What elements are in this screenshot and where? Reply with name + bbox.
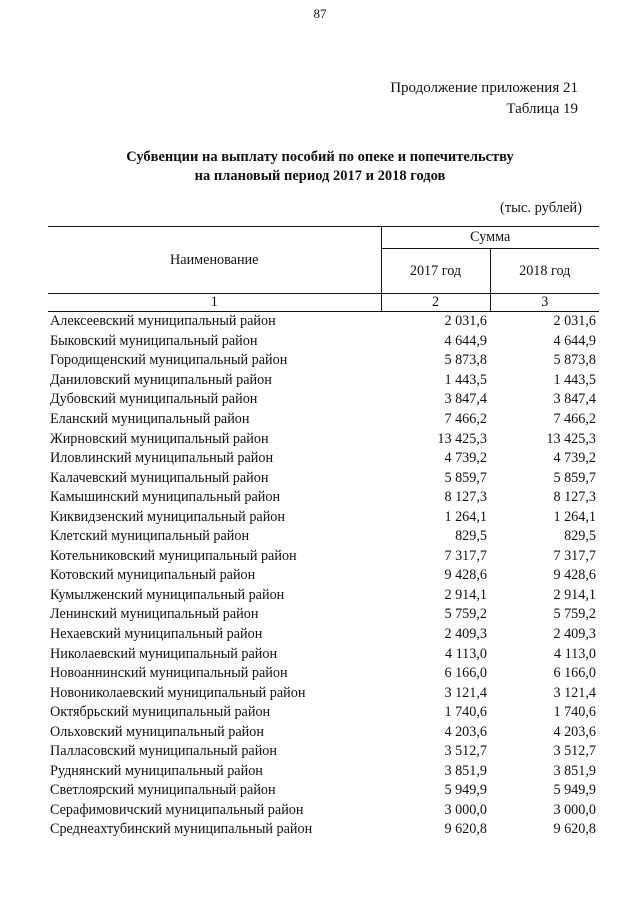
value-2017: 3 847,4: [444, 391, 487, 408]
district-name: Новоаннинский муниципальный район: [50, 665, 288, 682]
value-2018: 9 428,6: [553, 567, 596, 584]
value-2017: 4 113,0: [444, 645, 487, 662]
appendix-header: [390, 78, 578, 120]
table-row: [48, 742, 599, 762]
table-row: [48, 703, 599, 723]
value-2017: 9 620,8: [444, 821, 487, 838]
column-number-3: 3: [490, 294, 599, 312]
value-2017: 13 425,3: [437, 430, 487, 447]
value-2018: 5 873,8: [553, 352, 596, 369]
appendix-label: Продолжение приложения 21: [390, 80, 578, 96]
table-row: [48, 566, 599, 586]
value-2018: 1 740,6: [553, 704, 596, 721]
value-2017: 6 166,0: [444, 665, 487, 682]
district-name: Новониколаевский муниципальный район: [50, 684, 306, 701]
value-2018: 9 620,8: [553, 821, 596, 838]
value-2018: 3 000,0: [553, 801, 596, 818]
value-2017: 3 851,9: [444, 762, 487, 779]
district-name: Даниловский муниципальный район: [50, 371, 272, 388]
district-name: Иловлинский муниципальный район: [50, 450, 274, 467]
value-2018: 1 443,5: [553, 371, 596, 388]
table-row: [48, 410, 599, 430]
table-row: [48, 683, 599, 703]
table-row: [48, 429, 599, 449]
district-name: Среднеахтубинский муниципальный район: [50, 821, 313, 838]
table-row: [48, 547, 599, 567]
column-number-2: 2: [381, 294, 490, 312]
value-2018: 7 317,7: [553, 547, 596, 564]
district-name: Руднянский муниципальный район: [50, 762, 263, 779]
district-name: Ольховский муниципальный район: [50, 723, 264, 740]
district-name: Ленинский муниципальный район: [50, 606, 259, 623]
table-row: [48, 605, 599, 625]
value-2018: 3 512,7: [553, 743, 596, 760]
value-2018: 1 264,1: [553, 508, 596, 525]
value-2018: 829,5: [564, 528, 596, 545]
table-label: Таблица 19: [506, 101, 578, 117]
value-2018: 3 851,9: [553, 762, 596, 779]
column-number-1: 1: [48, 294, 381, 312]
value-2017: 5 759,2: [444, 606, 487, 623]
header-sum: Сумма: [381, 227, 599, 249]
table-row: [48, 527, 599, 547]
value-2017: 1 443,5: [444, 371, 487, 388]
district-name: Еланский муниципальный район: [50, 411, 250, 427]
value-2018: 2 914,1: [553, 586, 596, 603]
table-row: [48, 332, 599, 352]
district-name: Котельниковский муниципальный район: [50, 547, 297, 564]
title-line-2: на плановый период 2017 и 2018 годов: [194, 168, 446, 184]
table-row: [48, 488, 599, 508]
value-2018: 3 847,4: [553, 391, 596, 408]
district-name: Николаевский муниципальный район: [50, 645, 278, 662]
district-name: Дубовский муниципальный район: [50, 391, 258, 408]
table-row: [48, 449, 599, 469]
district-name: Котовский муниципальный район: [50, 567, 256, 584]
value-2018: 6 166,0: [553, 665, 596, 682]
table-row: [48, 390, 599, 410]
title-line-1: Субвенции на выплату пособий по опеке и попечительству: [126, 149, 514, 165]
value-2017: 5 873,8: [444, 352, 487, 369]
value-2017: 2 409,3: [444, 626, 487, 643]
value-2017: 829,5: [455, 528, 487, 545]
value-2017: 3 121,4: [444, 684, 487, 701]
value-2018: 4 644,9: [553, 332, 596, 349]
value-2017: 1 740,6: [444, 704, 487, 721]
value-2018: 5 759,2: [553, 606, 596, 623]
table-row: [48, 468, 599, 488]
value-2017: 3 512,7: [444, 743, 487, 760]
value-2017: 3 000,0: [444, 801, 487, 818]
district-name: Калачевский муниципальный район: [50, 469, 269, 486]
header-name: Наименование: [48, 227, 381, 294]
page-number: 87: [313, 6, 327, 21]
table-row: [48, 820, 599, 840]
header-2018: 2018 год: [490, 249, 599, 294]
header-2017: 2017 год: [381, 249, 490, 294]
value-2017: 1 264,1: [444, 508, 487, 525]
value-2017: 9 428,6: [444, 567, 487, 584]
table-row: [48, 781, 599, 801]
value-2017: 4 644,9: [444, 332, 487, 349]
table-row: [48, 801, 599, 821]
value-2018: 4 739,2: [553, 450, 596, 467]
value-2017: 2 031,6: [444, 313, 487, 330]
value-2017: 5 949,9: [444, 782, 487, 799]
units-note: (тыс. рублей): [500, 200, 582, 216]
value-2017: 4 739,2: [444, 450, 487, 467]
table-row: [48, 351, 599, 371]
value-2018: 13 425,3: [546, 430, 596, 447]
table-body: [48, 312, 599, 840]
table-row: [48, 664, 599, 684]
document-title: [0, 148, 640, 186]
district-name: Городищенский муниципальный район: [50, 352, 288, 369]
value-2018: 4 203,6: [553, 723, 596, 740]
table-row: [48, 762, 599, 782]
value-2017: 7 466,2: [444, 411, 487, 427]
district-name: Светлоярский муниципальный район: [50, 782, 276, 799]
value-2018: 4 113,0: [553, 645, 596, 662]
district-name: Нехаевский муниципальный район: [50, 626, 263, 643]
value-2018: 7 466,2: [553, 411, 596, 427]
subsidies-table: [48, 226, 599, 840]
value-2018: 2 409,3: [553, 626, 596, 643]
value-2017: 4 203,6: [444, 723, 487, 740]
value-2017: 5 859,7: [444, 469, 487, 486]
district-name: Кумылженский муниципальный район: [50, 586, 285, 603]
district-name: Жирновский муниципальный район: [50, 430, 269, 447]
district-name: Алексеевский муниципальный район: [50, 313, 276, 330]
table-row: [48, 586, 599, 606]
value-2017: 8 127,3: [444, 489, 487, 506]
table-row: [48, 312, 599, 332]
district-name: Киквидзенский муниципальный район: [50, 508, 285, 525]
value-2018: 5 859,7: [553, 469, 596, 486]
table-row: [48, 371, 599, 391]
district-name: Камышинский муниципальный район: [50, 489, 281, 506]
value-2018: 8 127,3: [553, 489, 596, 506]
district-name: Серафимовичский муниципальный район: [50, 801, 304, 818]
table-row: [48, 644, 599, 664]
value-2017: 7 317,7: [444, 547, 487, 564]
district-name: Палласовский муниципальный район: [50, 743, 277, 760]
table-row: [48, 722, 599, 742]
district-name: Клетский муниципальный район: [50, 528, 250, 545]
value-2018: 2 031,6: [553, 313, 596, 330]
table-row: [48, 625, 599, 645]
value-2018: 5 949,9: [553, 782, 596, 799]
value-2017: 2 914,1: [444, 586, 487, 603]
value-2018: 3 121,4: [553, 684, 596, 701]
district-name: Октябрьский муниципальный район: [50, 704, 271, 721]
district-name: Быковский муниципальный район: [50, 332, 258, 349]
table-row: [48, 507, 599, 527]
